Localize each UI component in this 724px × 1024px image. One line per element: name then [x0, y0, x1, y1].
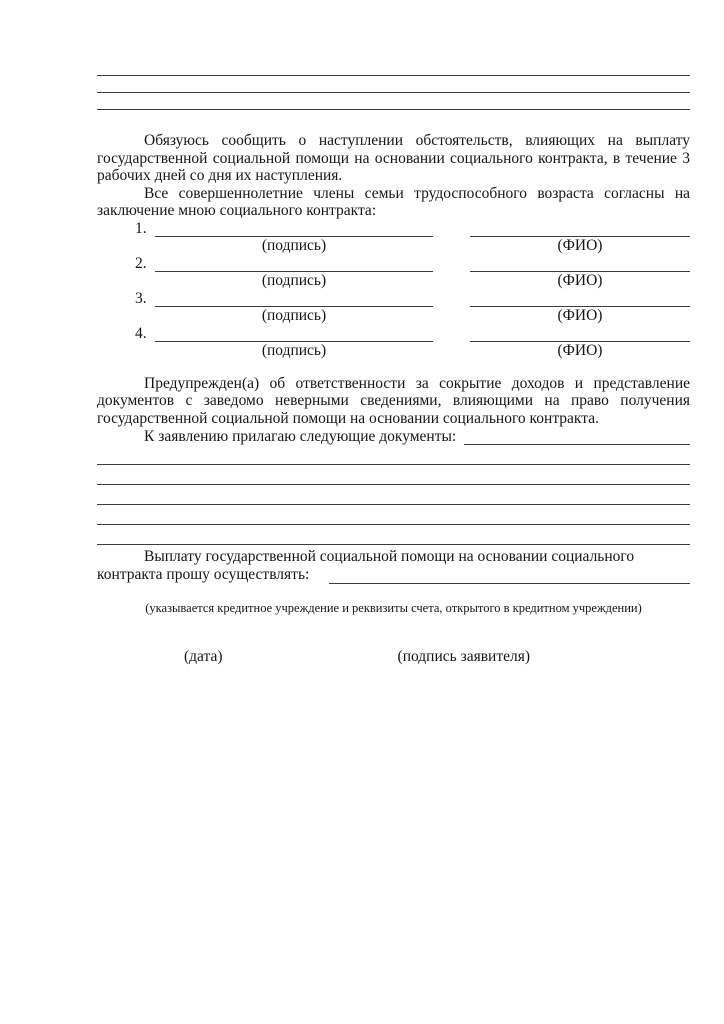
signer-list — [135, 220, 690, 360]
name-caption: (ФИО) — [557, 237, 603, 254]
caption-row — [135, 272, 690, 290]
name-line — [470, 255, 690, 273]
warning-paragraph: Предупрежден(а) об ответственности за сокрытие доходов и представление документов с заведомо неверными сведениями, влияющими на право получения государственной социальной помощи на основании социального контракта. — [97, 374, 690, 427]
signer-number: 3. — [135, 289, 147, 307]
signature-line — [155, 220, 433, 238]
blank-fill-line — [97, 465, 690, 485]
attachments-row — [144, 427, 690, 445]
payment-row — [97, 566, 690, 584]
signer-row — [135, 255, 690, 273]
signer-row — [135, 290, 690, 308]
payment-fill-line — [329, 566, 690, 584]
name-caption: (ФИО) — [557, 342, 603, 359]
signature-line — [155, 255, 433, 273]
line-gap — [433, 255, 470, 273]
blank-fill-line — [97, 485, 690, 505]
signature-line — [155, 325, 433, 343]
payment-paragraph-line2: контракта прошу осуществлять: — [97, 566, 310, 583]
consent-paragraph: Все совершеннолетние члены семьи трудоспособного возраста согласны на заключение мною социального контракта: — [97, 184, 690, 219]
signature-caption: (подпись) — [261, 237, 327, 254]
signature-caption: (подпись) — [261, 342, 327, 359]
name-caption: (ФИО) — [557, 307, 603, 324]
blank-fill-line — [97, 445, 690, 465]
signature-line — [155, 290, 433, 308]
obligation-paragraph: Обязуюсь сообщить о наступлении обстоятельств, влияющих на выплату государственной социальной помощи на основании социального контракта, в течение 3 рабочих дней со дня их наступления. — [97, 132, 690, 184]
name-line — [470, 325, 690, 343]
name-caption: (ФИО) — [557, 272, 603, 289]
line-gap — [433, 290, 470, 308]
name-line — [470, 290, 690, 308]
caption-row — [135, 237, 690, 255]
name-line — [470, 220, 690, 238]
signer-row — [135, 325, 690, 343]
credit-institution-note: (указывается кредитное учреждение и реквизиты счета, открытого в кредитном учреждении) — [145, 600, 642, 615]
top-margin — [97, 0, 690, 59]
date-caption: (дата) — [184, 647, 223, 665]
signer-number: 1. — [135, 219, 147, 237]
signer-number: 4. — [135, 324, 147, 342]
signature-footer-row — [97, 648, 690, 666]
blank-fill-line — [97, 505, 690, 525]
signature-caption: (подпись) — [261, 272, 327, 289]
attachments-fill-line — [464, 427, 690, 445]
document-content — [97, 0, 690, 665]
signature-caption: (подпись) — [261, 307, 327, 324]
signer-row — [135, 220, 690, 238]
blank-fill-line — [97, 525, 690, 545]
blank-fill-line — [97, 76, 690, 93]
signer-number: 2. — [135, 254, 147, 272]
caption-row — [135, 307, 690, 325]
caption-row — [135, 342, 690, 360]
blank-fill-line — [97, 59, 690, 76]
applicant-signature-caption: (подпись заявителя) — [397, 647, 531, 665]
line-gap — [433, 220, 470, 238]
attachments-label: К заявлению прилагаю следующие документы: — [144, 427, 457, 445]
blank-fill-line — [97, 93, 690, 110]
payment-paragraph-line1: Выплату государственной социальной помощи на основании социального — [144, 548, 635, 565]
line-gap — [433, 325, 470, 343]
